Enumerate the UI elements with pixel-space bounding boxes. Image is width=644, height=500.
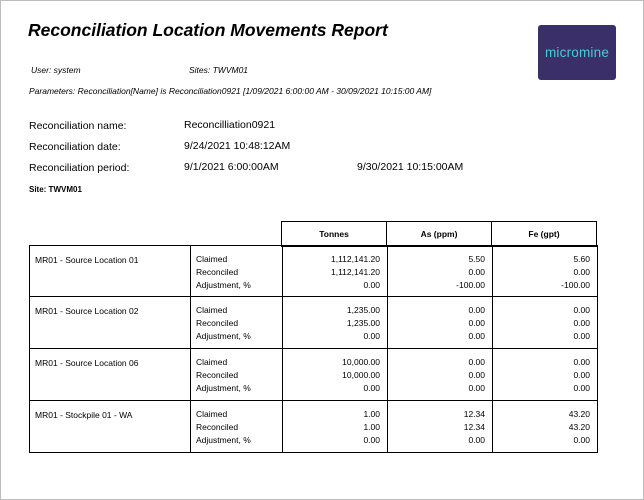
fe-cell — [493, 349, 598, 401]
as-adjustment: 0.00 — [468, 383, 485, 393]
parameters-text: Parameters: Reconciliation[Name] is Reconciliation0921 [1/09/2021 6:00:00 AM - 30/09/2021 10:15:00 AM] — [29, 86, 432, 96]
tonnes-claimed: 1.00 — [363, 409, 380, 419]
as-reconciled: 12.34 — [463, 422, 485, 432]
location-cell: MR01 - Source Location 06 — [30, 349, 191, 401]
fe-cell — [493, 401, 598, 453]
metric-adjustment: Adjustment, % — [196, 383, 251, 393]
as-cell — [388, 246, 493, 297]
tonnes-claimed: 10,000.00 — [342, 357, 380, 367]
location-cell: MR01 - Source Location 01 — [30, 246, 191, 297]
metric-cell — [191, 349, 283, 401]
metric-cell — [191, 401, 283, 453]
as-cell — [388, 401, 493, 453]
metric-adjustment: Adjustment, % — [196, 280, 251, 290]
metric-cell — [191, 246, 283, 297]
metric-cell — [191, 297, 283, 349]
column-header-tonnes: Tonnes — [282, 222, 387, 247]
as-claimed: 0.00 — [468, 357, 485, 367]
as-claimed: 5.50 — [468, 254, 485, 264]
tonnes-adjustment: 0.00 — [363, 331, 380, 341]
table-row — [30, 401, 598, 453]
fe-adjustment: -100.00 — [561, 280, 590, 290]
as-reconciled: 0.00 — [468, 267, 485, 277]
fe-reconciled: 0.00 — [573, 318, 590, 328]
tonnes-reconciled: 10,000.00 — [342, 370, 380, 380]
metric-reconciled: Reconciled — [196, 267, 239, 277]
as-reconciled: 0.00 — [468, 370, 485, 380]
table-row — [30, 297, 598, 349]
tonnes-adjustment: 0.00 — [363, 383, 380, 393]
as-cell — [388, 349, 493, 401]
movements-table — [29, 245, 598, 453]
sites-text: Sites: TWVM01 — [189, 65, 249, 75]
tonnes-claimed: 1,112,141.20 — [331, 254, 380, 264]
reconciliation-date-value: 9/24/2021 10:48:12AM — [184, 140, 291, 152]
metric-adjustment: Adjustment, % — [196, 435, 251, 445]
tonnes-cell — [283, 297, 388, 349]
reconciliation-name-value: Reconcilliation0921 — [184, 119, 276, 131]
tonnes-reconciled: 1,112,141.20 — [331, 267, 380, 277]
reconciliation-date-label: Reconciliation date: — [29, 141, 121, 153]
reconciliation-period-end: 9/30/2021 10:15:00AM — [357, 161, 464, 173]
tonnes-claimed: 1,235.00 — [346, 305, 380, 315]
fe-adjustment: 0.00 — [573, 331, 590, 341]
reconciliation-period-start: 9/1/2021 6:00:00AM — [184, 161, 279, 173]
metric-claimed: Claimed — [196, 305, 228, 315]
as-claimed: 12.34 — [463, 409, 485, 419]
tonnes-reconciled: 1,235.00 — [346, 318, 380, 328]
metric-reconciled: Reconciled — [196, 422, 239, 432]
as-cell — [388, 297, 493, 349]
column-header-as: As (ppm) — [387, 222, 492, 247]
micromine-logo — [538, 25, 616, 80]
fe-claimed: 0.00 — [573, 305, 590, 315]
as-adjustment: 0.00 — [468, 331, 485, 341]
tonnes-cell — [283, 349, 388, 401]
logo-text: micromine — [544, 45, 610, 60]
metric-reconciled: Reconciled — [196, 370, 239, 380]
as-adjustment: -100.00 — [456, 280, 485, 290]
fe-adjustment: 0.00 — [573, 435, 590, 445]
user-text: User: system — [31, 65, 81, 75]
location-cell: MR01 - Stockpile 01 - WA — [30, 401, 191, 453]
tonnes-cell — [283, 246, 388, 297]
fe-claimed: 5.60 — [573, 254, 590, 264]
fe-reconciled: 0.00 — [573, 267, 590, 277]
tonnes-adjustment: 0.00 — [363, 280, 380, 290]
fe-reconciled: 43.20 — [568, 422, 590, 432]
metric-claimed: Claimed — [196, 357, 228, 367]
table-row — [30, 349, 598, 401]
fe-claimed: 0.00 — [573, 357, 590, 367]
fe-reconciled: 0.00 — [573, 370, 590, 380]
fe-cell — [493, 246, 598, 297]
metric-claimed: Claimed — [196, 254, 228, 264]
report-title: Reconciliation Location Movements Report — [28, 20, 388, 40]
as-claimed: 0.00 — [468, 305, 485, 315]
as-adjustment: 0.00 — [468, 435, 485, 445]
metric-adjustment: Adjustment, % — [196, 331, 251, 341]
table-row — [30, 246, 598, 297]
site-label: Site: TWVM01 — [29, 185, 82, 194]
as-reconciled: 0.00 — [468, 318, 485, 328]
fe-cell — [493, 297, 598, 349]
table-header — [281, 221, 597, 247]
fe-claimed: 43.20 — [568, 409, 590, 419]
fe-adjustment: 0.00 — [573, 383, 590, 393]
tonnes-adjustment: 0.00 — [363, 435, 380, 445]
reconciliation-name-label: Reconciliation name: — [29, 120, 127, 132]
location-cell: MR01 - Source Location 02 — [30, 297, 191, 349]
reconciliation-period-label: Reconciliation period: — [29, 162, 130, 174]
column-header-fe: Fe (gpt) — [492, 222, 597, 247]
metric-reconciled: Reconciled — [196, 318, 239, 328]
tonnes-cell — [283, 401, 388, 453]
metric-claimed: Claimed — [196, 409, 228, 419]
tonnes-reconciled: 1.00 — [363, 422, 380, 432]
